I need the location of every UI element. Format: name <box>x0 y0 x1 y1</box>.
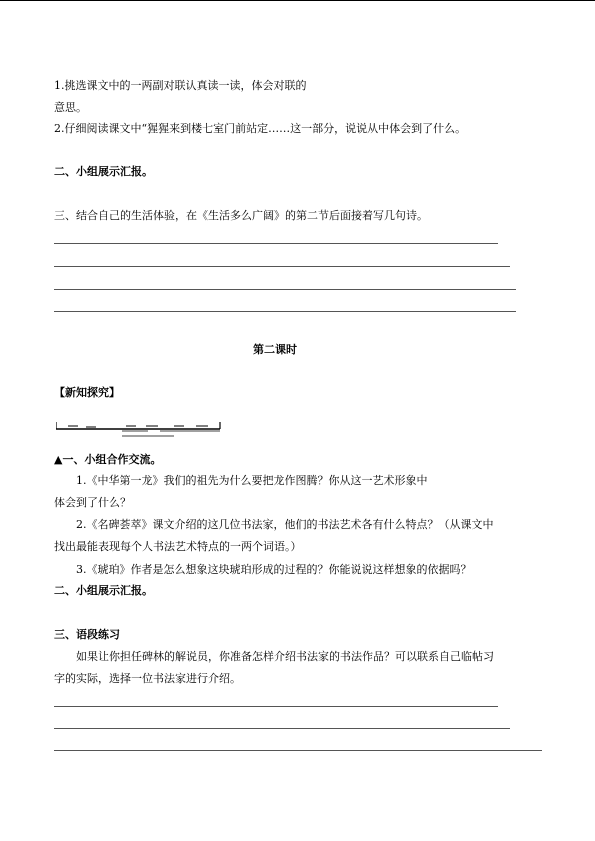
answer-line <box>54 728 510 729</box>
answer-line <box>54 266 510 267</box>
lesson2-heading3: 三、语段练习 <box>54 628 120 641</box>
q1-line1: 1.《中华第一龙》我们的祖先为什么要把龙作图腾？你从这一艺术形象中 <box>76 474 428 487</box>
page-top-border <box>0 0 595 1</box>
lesson-title: 第二课时 <box>253 343 297 356</box>
item1-line2: 意思。 <box>54 101 87 114</box>
answer-line <box>54 243 498 244</box>
practice-line1: 如果让你担任碑林的解说员，你准备怎样介绍书法家的书法作品？可以联系自己临帖习 <box>76 650 494 663</box>
answer-line <box>54 706 498 707</box>
practice-line2: 字的实际，选择一位书法家进行介绍。 <box>54 672 241 685</box>
item2: 2.仔细阅读课文中“猩猩来到楼七室门前站定……这一部分，说说从中体会到了什么。 <box>54 122 467 135</box>
q3: 3.《琥珀》作者是怎么想象这块琥珀形成的过程的？你能说说这样想象的依据吗？ <box>76 563 472 576</box>
lesson2-heading2: 二、小组展示汇报。 <box>54 584 153 597</box>
answer-line <box>54 750 542 751</box>
lesson2-heading1: ▲一、小组合作交流。 <box>54 453 162 466</box>
item1-line1: 1.挑选课文中的一两副对联认真读一读，体会对联的 <box>54 79 307 92</box>
part1-heading3: 三、结合自己的生活体验，在《生活多么广阔》的第二节后面接着写几句诗。 <box>54 209 428 222</box>
section-label: 【新知探究】 <box>54 386 120 399</box>
q2-line2: 找出最能表现每个人书法艺术特点的一两个词语。） <box>54 540 302 553</box>
answer-line <box>54 311 516 312</box>
q2-line1: 2.《名碑荟萃》课文介绍的这几位书法家，他们的书法艺术各有什么特点？（从课文中 <box>76 518 494 531</box>
part1-heading2: 二、小组展示汇报。 <box>54 165 153 178</box>
answer-line <box>54 289 516 290</box>
decorative-rule <box>56 420 221 440</box>
q1-line2: 体会到了什么？ <box>54 496 131 509</box>
